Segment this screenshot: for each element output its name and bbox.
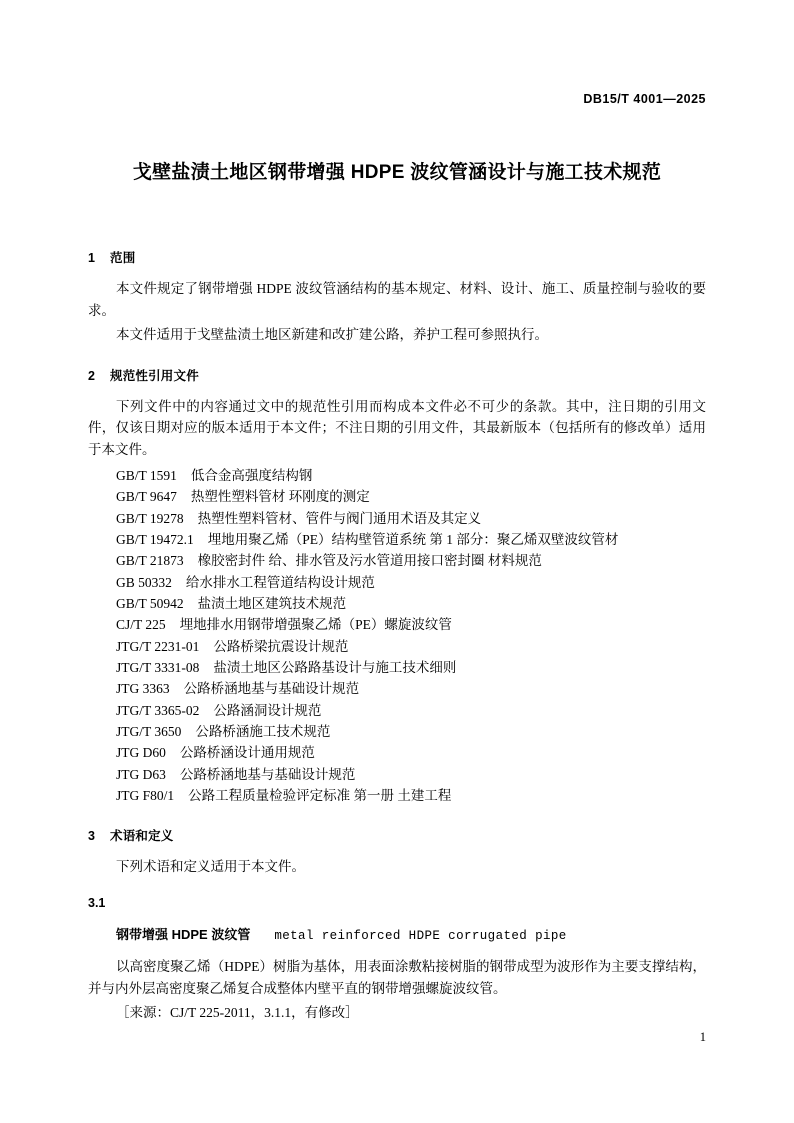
page-header-standard-code: DB15/T 4001—2025 <box>583 92 706 106</box>
reference-title: 低合金高强度结构钢 <box>190 468 313 484</box>
list-item <box>88 486 706 507</box>
reference-title: 热塑性塑料管材、管件与阀门通用术语及其定义 <box>197 510 482 526</box>
term-definition-entry <box>88 924 706 946</box>
reference-code: GB/T 9647 <box>116 489 177 505</box>
reference-code: GB/T 21873 <box>116 553 184 569</box>
list-item <box>88 721 706 742</box>
reference-title: 公路桥涵地基与基础设计规范 <box>179 766 356 782</box>
section-title-1: 范围 <box>110 251 136 265</box>
reference-code: JTG/T 2231-01 <box>116 638 200 654</box>
reference-code: GB/T 19472.1 <box>116 532 194 548</box>
reference-title: 给水排水工程管道结构设计规范 <box>185 574 375 590</box>
term-definition-text: 以高密度聚乙烯（HDPE）树脂为基体，用表面涂敷粘接树脂的钢带成型为波形作为主要支撑结构，并与内外层高密度聚乙烯复合成整体内壁平直的钢带增强螺旋波纹管。 <box>88 959 706 997</box>
section-3-paragraph-1: 下列术语和定义适用于本文件。 <box>116 859 305 875</box>
reference-code: JTG D60 <box>116 745 166 761</box>
reference-title: 盐渍土地区建筑技术规范 <box>197 596 347 612</box>
reference-code: JTG D63 <box>116 766 166 782</box>
reference-title: 公路涵洞设计规范 <box>213 702 322 718</box>
list-item <box>88 700 706 721</box>
section-title-2: 规范性引用文件 <box>110 368 199 383</box>
term-source-reference: ［来源：CJ/T 225-2011，3.1.1，有修改］ <box>116 1004 359 1020</box>
list-item <box>88 465 706 486</box>
section-heading-1 <box>88 248 706 266</box>
reference-code: CJ/T 225 <box>116 617 166 633</box>
section-heading-3 <box>88 826 706 844</box>
term-name-english: metal reinforced HDPE corrugated pipe <box>274 929 567 944</box>
reference-code: GB 50332 <box>116 574 172 590</box>
reference-title: 公路桥涵施工技术规范 <box>195 724 331 740</box>
term-name-chinese: 钢带增强 HDPE 波纹管 <box>116 927 251 943</box>
subsection-number-3-1: 3.1 <box>88 896 106 911</box>
reference-title: 公路桥涵地基与基础设计规范 <box>183 681 360 697</box>
section-title-3: 术语和定义 <box>110 829 174 844</box>
reference-code: JTG 3363 <box>116 681 170 697</box>
list-item <box>88 614 706 635</box>
list-item <box>88 572 706 593</box>
reference-code: GB/T 50942 <box>116 596 184 612</box>
reference-title: 公路工程质量检验评定标准 第一册 土建工程 <box>188 788 452 804</box>
list-item <box>88 593 706 614</box>
document-body <box>88 228 706 1024</box>
normative-references-list <box>88 465 706 806</box>
reference-title: 热塑性塑料管材 环刚度的测定 <box>190 489 370 505</box>
reference-code: JTG/T 3331-08 <box>116 660 200 676</box>
reference-title: 埋地用聚乙烯（PE）结构壁管道系统 第 1 部分：聚乙烯双壁波纹管材 <box>207 532 619 548</box>
list-item <box>88 657 706 678</box>
reference-title: 橡胶密封件 给、排水管及污水管道用接口密封圈 材料规范 <box>197 553 542 569</box>
reference-code: GB/T 19278 <box>116 510 184 526</box>
list-item <box>88 785 706 806</box>
reference-code: GB/T 1591 <box>116 468 177 484</box>
section-heading-2 <box>88 366 706 384</box>
section-number-2: 2 <box>88 368 96 383</box>
list-item <box>88 529 706 550</box>
section-2-paragraph-1: 下列文件中的内容通过文中的规范性引用而构成本文件必不可少的条款。其中，注日期的引用文件，仅该日期对应的版本适用于本文件；不注日期的引用文件，其最新版本（包括所有的修改单）适用于本文件。 <box>88 398 706 458</box>
list-item <box>88 636 706 657</box>
list-item <box>88 508 706 529</box>
list-item <box>88 678 706 699</box>
section-1-paragraph-2: 本文件适用于戈壁盐渍土地区新建和改扩建公路，养护工程可参照执行。 <box>116 326 548 342</box>
reference-code: JTG/T 3365-02 <box>116 702 200 718</box>
list-item <box>88 764 706 785</box>
list-item <box>88 550 706 571</box>
reference-code: JTG/T 3650 <box>116 724 182 740</box>
section-1-paragraph-1: 本文件规定了钢带增强 HDPE 波纹管涵结构的基本规定、材料、设计、施工、质量控制与验收的要求。 <box>88 281 706 318</box>
section-number-3: 3 <box>88 829 96 844</box>
reference-title: 盐渍土地区公路路基设计与施工技术细则 <box>213 660 457 676</box>
section-number-1: 1 <box>88 251 96 265</box>
reference-title: 公路桥涵设计通用规范 <box>179 745 315 761</box>
list-item <box>88 742 706 763</box>
reference-code: JTG F80/1 <box>116 788 175 804</box>
page-number: 1 <box>699 1030 706 1044</box>
reference-title: 公路桥梁抗震设计规范 <box>213 638 349 654</box>
reference-title: 埋地排水用钢带增强聚乙烯（PE）螺旋波纹管 <box>179 617 452 633</box>
page-title: 戈壁盐渍土地区钢带增强 HDPE 波纹管涵设计与施工技术规范 <box>132 162 662 183</box>
